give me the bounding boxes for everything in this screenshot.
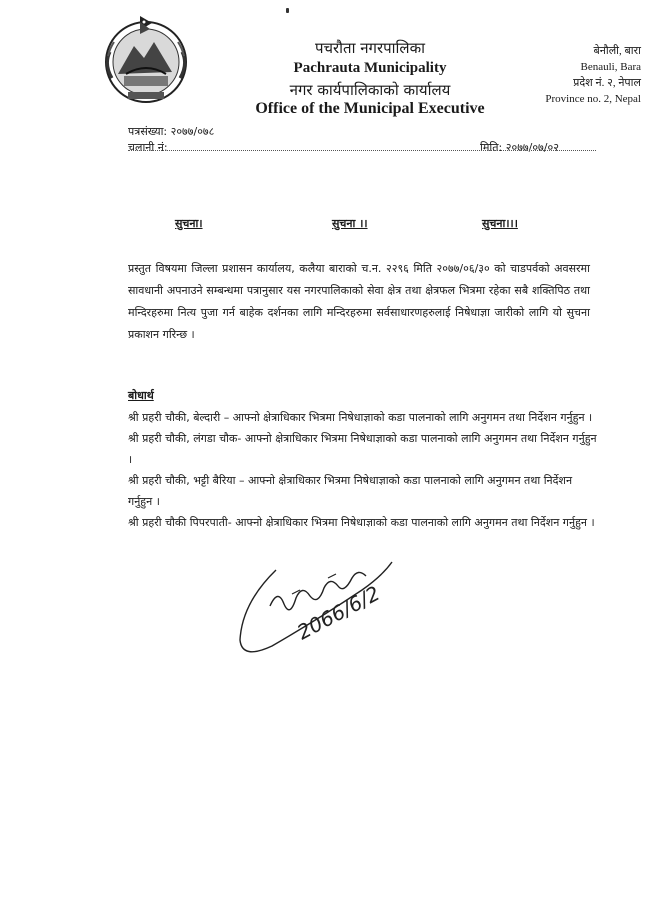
cc-item: श्री प्रहरी चौकी पिपरपाती- आफ्नो क्षेत्राधिकार भित्रमा निषेधाज्ञाको कडा पालनाको लागि अनुगमन तथा निर्देशन गर्नुहुन । xyxy=(128,516,595,529)
executive-office-english: Office of the Municipal Executive xyxy=(255,100,485,117)
reference-number: पत्रसंख्या: २०७७/०७८ xyxy=(128,125,215,138)
address-line-2: Benauli, Bara xyxy=(580,61,641,73)
signature-date: 2066/6/2 xyxy=(293,581,384,645)
executive-office-nepali: नगर कार्यपालिकाको कार्यालय xyxy=(289,81,451,99)
cc-item: श्री प्रहरी चौकी, भट्टी बैरिया – आफ्नो क्षेत्राधिकार भित्रमा निषेधाज्ञाको कडा पालनाको लागि अनुगमन तथा निर्देशन गर्नुहुन । xyxy=(128,474,573,508)
letter-date: मिति: २०७७/०७/०२ xyxy=(480,141,559,154)
signature xyxy=(232,548,412,663)
notice-heading-2: सुचना ।। xyxy=(332,217,368,230)
cc-heading: बोधार्थ xyxy=(128,389,154,402)
municipality-emblem xyxy=(100,12,192,108)
dispatch-number: चलानी नं: xyxy=(128,141,168,154)
header-divider xyxy=(128,150,596,151)
ink-speck xyxy=(286,8,289,13)
address-line-4: Province no. 2, Nepal xyxy=(545,93,641,105)
cc-item: श्री प्रहरी चौकी, बेल्दारी – आफ्नो क्षेत्राधिकार भित्रमा निषेधाज्ञाको कडा पालनाको लागि अनुगमन तथा निर्देशन गर्नुहुन । xyxy=(128,411,593,424)
notice-heading-1: सुचना। xyxy=(175,217,203,230)
cc-list xyxy=(128,407,598,533)
office-name-nepali: पचरौता नगरपालिका xyxy=(314,39,426,57)
notice-heading-3: सुचना।।। xyxy=(482,217,518,230)
notice-body: प्रस्तुत विषयमा जिल्ला प्रशासन कार्यालय, कलैया बाराको च.न. २२९६ मिति २०७७/०६/३० को चाडपर्वको अवसरमा सावधानी अपनाउने सम्बन्धमा पत्रानुसार यस नगरपालिकाको सेवा क्षेत्र तथा क्षेत्रफल भित्रमा रहेका सबै शक्तिपिठ तथा मन्दिरहरुमा नित्य पुजा गर्न बाहेक दर्शनका लागि मन्दिरहरुमा सर्वसाधारणहरुलाई निषेधाज्ञा जारीको लागि यो सुचना प्रकाशन गरिन्छ । xyxy=(128,262,590,341)
cc-item: श्री प्रहरी चौकी, लंगडा चौक- आफ्नो क्षेत्राधिकार भित्रमा निषेधाज्ञाको कडा पालनाको लागि अनुगमन तथा निर्देशन गर्नुहुन । xyxy=(128,432,597,466)
address-line-1: बेनौली, बारा xyxy=(593,45,641,57)
office-name-english: Pachrauta Municipality xyxy=(293,60,447,76)
address-line-3: प्रदेश नं. २, नेपाल xyxy=(573,77,641,89)
